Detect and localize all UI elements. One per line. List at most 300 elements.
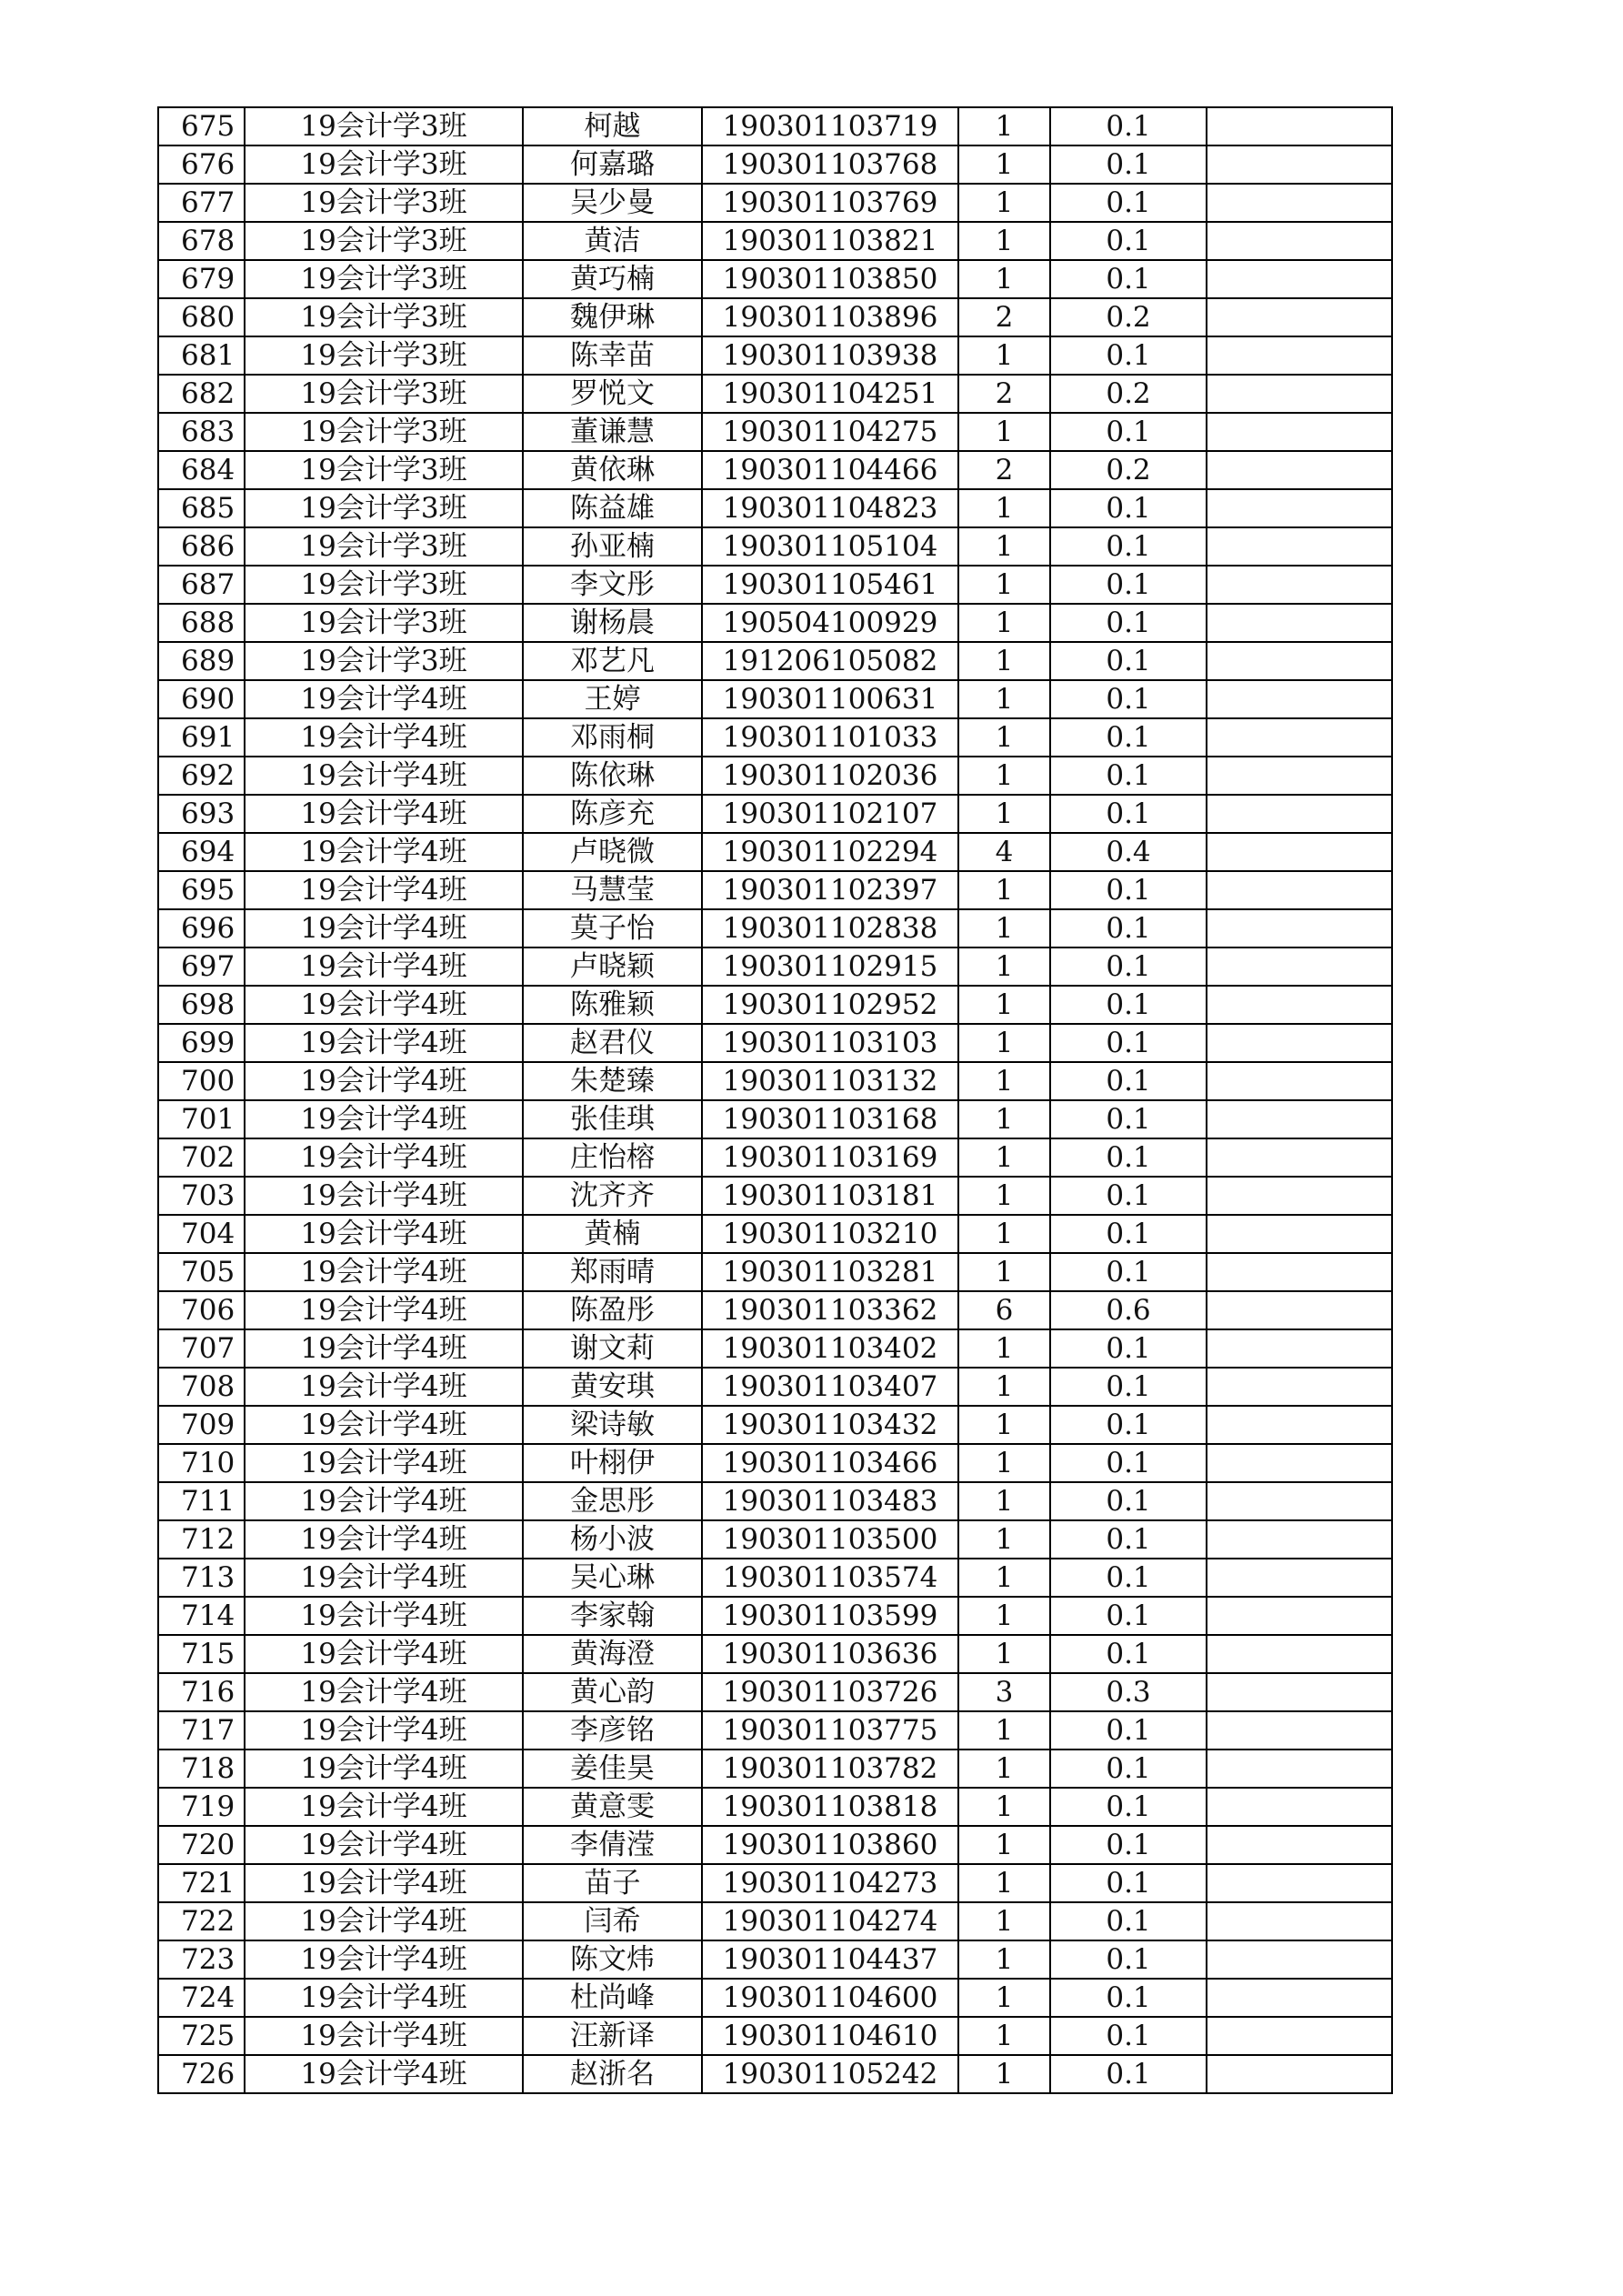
score-cell: 0.1 (1050, 795, 1207, 833)
student-name: 吴少曼 (523, 184, 702, 222)
count-cell: 1 (958, 1100, 1050, 1138)
count-cell: 1 (958, 1253, 1050, 1291)
empty-cell (1207, 642, 1392, 680)
score-cell: 0.1 (1050, 1138, 1207, 1177)
score-cell: 0.1 (1050, 718, 1207, 757)
empty-cell (1207, 909, 1392, 947)
empty-cell (1207, 1711, 1392, 1750)
score-cell: 0.1 (1050, 986, 1207, 1024)
class-name: 19会计学3班 (245, 527, 523, 566)
student-id: 190301103103 (702, 1024, 958, 1062)
table-row (158, 260, 1548, 298)
table-row (158, 1979, 1548, 2017)
row-number: 716 (158, 1673, 245, 1711)
score-cell: 0.4 (1050, 833, 1207, 871)
count-cell: 3 (958, 1673, 1050, 1711)
empty-cell (1207, 757, 1392, 795)
count-cell: 1 (958, 1635, 1050, 1673)
student-id: 190301103636 (702, 1635, 958, 1673)
row-number: 707 (158, 1329, 245, 1368)
count-cell: 1 (958, 1520, 1050, 1559)
class-name: 19会计学4班 (245, 1482, 523, 1520)
student-id: 190301103181 (702, 1177, 958, 1215)
score-cell: 0.1 (1050, 1482, 1207, 1520)
score-cell: 0.1 (1050, 604, 1207, 642)
student-id: 190301103769 (702, 184, 958, 222)
empty-cell (1207, 871, 1392, 909)
table-row (158, 1750, 1548, 1788)
class-name: 19会计学3班 (245, 184, 523, 222)
row-number: 684 (158, 451, 245, 489)
table-row (158, 1597, 1548, 1635)
row-number: 721 (158, 1864, 245, 1902)
table-row (158, 2017, 1548, 2055)
count-cell: 1 (958, 1788, 1050, 1826)
score-cell: 0.1 (1050, 680, 1207, 718)
empty-cell (1207, 1482, 1392, 1520)
student-name: 卢晓微 (523, 833, 702, 871)
class-name: 19会计学4班 (245, 1559, 523, 1597)
score-cell: 0.6 (1050, 1291, 1207, 1329)
student-id: 190301102838 (702, 909, 958, 947)
table-body (158, 107, 1548, 2093)
empty-cell (1207, 1215, 1392, 1253)
class-name: 19会计学3班 (245, 107, 523, 145)
table-row (158, 1215, 1548, 1253)
student-name: 陈文炜 (523, 1940, 702, 1979)
student-name: 杨小波 (523, 1520, 702, 1559)
score-cell: 0.1 (1050, 1062, 1207, 1100)
student-id: 190301104466 (702, 451, 958, 489)
student-id: 190301104274 (702, 1902, 958, 1940)
table-row (158, 566, 1548, 604)
class-name: 19会计学4班 (245, 1826, 523, 1864)
student-id: 190301102397 (702, 871, 958, 909)
empty-cell (1207, 1559, 1392, 1597)
student-id: 190301103726 (702, 1673, 958, 1711)
row-number: 691 (158, 718, 245, 757)
row-number: 717 (158, 1711, 245, 1750)
student-id: 190301104251 (702, 375, 958, 413)
row-number: 688 (158, 604, 245, 642)
student-name: 黄洁 (523, 222, 702, 260)
empty-cell (1207, 1864, 1392, 1902)
empty-cell (1207, 1368, 1392, 1406)
table-row (158, 375, 1548, 413)
empty-cell (1207, 1597, 1392, 1635)
class-name: 19会计学4班 (245, 1902, 523, 1940)
score-cell: 0.1 (1050, 1444, 1207, 1482)
empty-cell (1207, 489, 1392, 527)
empty-cell (1207, 1673, 1392, 1711)
count-cell: 2 (958, 451, 1050, 489)
table-row (158, 833, 1548, 871)
empty-cell (1207, 795, 1392, 833)
student-id: 190301103483 (702, 1482, 958, 1520)
student-name: 李文彤 (523, 566, 702, 604)
table-row (158, 527, 1548, 566)
class-name: 19会计学4班 (245, 1750, 523, 1788)
count-cell: 1 (958, 1329, 1050, 1368)
student-name: 苗子 (523, 1864, 702, 1902)
count-cell: 1 (958, 1444, 1050, 1482)
empty-cell (1207, 375, 1392, 413)
student-id: 190301103432 (702, 1406, 958, 1444)
student-name: 杜尚峰 (523, 1979, 702, 2017)
student-id: 190301103782 (702, 1750, 958, 1788)
student-name: 邓艺凡 (523, 642, 702, 680)
student-name: 李倩滢 (523, 1826, 702, 1864)
class-name: 19会计学4班 (245, 1291, 523, 1329)
empty-cell (1207, 833, 1392, 871)
row-number: 682 (158, 375, 245, 413)
row-number: 709 (158, 1406, 245, 1444)
table-row (158, 1444, 1548, 1482)
class-name: 19会计学4班 (245, 947, 523, 986)
count-cell: 1 (958, 795, 1050, 833)
student-name: 黄海澄 (523, 1635, 702, 1673)
row-number: 699 (158, 1024, 245, 1062)
student-name: 黄依琳 (523, 451, 702, 489)
row-number: 706 (158, 1291, 245, 1329)
student-name: 黄安琪 (523, 1368, 702, 1406)
row-number: 700 (158, 1062, 245, 1100)
student-id: 190301103402 (702, 1329, 958, 1368)
count-cell: 1 (958, 1062, 1050, 1100)
student-id: 190301105104 (702, 527, 958, 566)
count-cell: 1 (958, 1177, 1050, 1215)
score-cell: 0.1 (1050, 1559, 1207, 1597)
student-name: 黄楠 (523, 1215, 702, 1253)
student-name: 庄怡榕 (523, 1138, 702, 1177)
table-row (158, 145, 1548, 184)
table-row (158, 413, 1548, 451)
score-cell: 0.1 (1050, 145, 1207, 184)
table-row (158, 222, 1548, 260)
row-number: 711 (158, 1482, 245, 1520)
row-number: 701 (158, 1100, 245, 1138)
table-row (158, 2055, 1548, 2093)
class-name: 19会计学4班 (245, 1062, 523, 1100)
count-cell: 1 (958, 184, 1050, 222)
student-name: 李彦铭 (523, 1711, 702, 1750)
score-cell: 0.1 (1050, 1902, 1207, 1940)
class-name: 19会计学4班 (245, 1444, 523, 1482)
row-number: 680 (158, 298, 245, 336)
row-number: 676 (158, 145, 245, 184)
student-id: 190301104610 (702, 2017, 958, 2055)
count-cell: 1 (958, 413, 1050, 451)
count-cell: 1 (958, 2055, 1050, 2093)
row-number: 724 (158, 1979, 245, 2017)
table-row (158, 298, 1548, 336)
table-row (158, 1062, 1548, 1100)
class-name: 19会计学4班 (245, 1100, 523, 1138)
row-number: 713 (158, 1559, 245, 1597)
table-row (158, 947, 1548, 986)
table-row (158, 1864, 1548, 1902)
score-cell: 0.1 (1050, 947, 1207, 986)
student-id: 190301104600 (702, 1979, 958, 2017)
class-name: 19会计学4班 (245, 1864, 523, 1902)
class-name: 19会计学3班 (245, 413, 523, 451)
row-number: 725 (158, 2017, 245, 2055)
student-table (157, 106, 1549, 2094)
count-cell: 1 (958, 1826, 1050, 1864)
score-cell: 0.1 (1050, 1177, 1207, 1215)
class-name: 19会计学3班 (245, 222, 523, 260)
table-row (158, 680, 1548, 718)
table-row (158, 1100, 1548, 1138)
row-number: 715 (158, 1635, 245, 1673)
row-number: 685 (158, 489, 245, 527)
student-name: 闫希 (523, 1902, 702, 1940)
score-cell: 0.1 (1050, 184, 1207, 222)
empty-cell (1207, 2055, 1392, 2093)
row-number: 678 (158, 222, 245, 260)
table-row (158, 1253, 1548, 1291)
student-id: 190301103850 (702, 260, 958, 298)
table-row (158, 1559, 1548, 1597)
student-name: 陈依琳 (523, 757, 702, 795)
score-cell: 0.1 (1050, 1711, 1207, 1750)
table-row (158, 1177, 1548, 1215)
score-cell: 0.1 (1050, 1940, 1207, 1979)
class-name: 19会计学4班 (245, 909, 523, 947)
count-cell: 2 (958, 375, 1050, 413)
student-id: 190301103896 (702, 298, 958, 336)
empty-cell (1207, 1062, 1392, 1100)
student-name: 李家翰 (523, 1597, 702, 1635)
empty-cell (1207, 1329, 1392, 1368)
student-name: 郑雨晴 (523, 1253, 702, 1291)
student-name: 金思彤 (523, 1482, 702, 1520)
student-id: 190301103860 (702, 1826, 958, 1864)
count-cell: 1 (958, 1750, 1050, 1788)
count-cell: 1 (958, 680, 1050, 718)
row-number: 692 (158, 757, 245, 795)
score-cell: 0.1 (1050, 1100, 1207, 1138)
row-number: 693 (158, 795, 245, 833)
student-id: 190301104823 (702, 489, 958, 527)
table-row (158, 336, 1548, 375)
count-cell: 1 (958, 527, 1050, 566)
count-cell: 1 (958, 1559, 1050, 1597)
student-name: 黄心韵 (523, 1673, 702, 1711)
table-row (158, 1520, 1548, 1559)
table-row (158, 909, 1548, 947)
empty-cell (1207, 184, 1392, 222)
student-name: 姜佳昊 (523, 1750, 702, 1788)
count-cell: 1 (958, 489, 1050, 527)
table-row (158, 871, 1548, 909)
student-id: 190301103466 (702, 1444, 958, 1482)
student-id: 190301103168 (702, 1100, 958, 1138)
count-cell: 1 (958, 1024, 1050, 1062)
table-row (158, 1482, 1548, 1520)
score-cell: 0.2 (1050, 451, 1207, 489)
score-cell: 0.2 (1050, 375, 1207, 413)
student-name: 谢杨晨 (523, 604, 702, 642)
table-row (158, 1024, 1548, 1062)
row-number: 719 (158, 1788, 245, 1826)
table-row (158, 1788, 1548, 1826)
class-name: 19会计学4班 (245, 1788, 523, 1826)
class-name: 19会计学3班 (245, 375, 523, 413)
empty-cell (1207, 947, 1392, 986)
empty-cell (1207, 1520, 1392, 1559)
empty-cell (1207, 1444, 1392, 1482)
row-number: 723 (158, 1940, 245, 1979)
row-number: 689 (158, 642, 245, 680)
row-number: 675 (158, 107, 245, 145)
student-id: 190301103599 (702, 1597, 958, 1635)
class-name: 19会计学4班 (245, 871, 523, 909)
row-number: 696 (158, 909, 245, 947)
empty-cell (1207, 1979, 1392, 2017)
count-cell: 1 (958, 107, 1050, 145)
table-row (158, 1138, 1548, 1177)
class-name: 19会计学4班 (245, 1711, 523, 1750)
student-name: 马慧莹 (523, 871, 702, 909)
count-cell: 1 (958, 1864, 1050, 1902)
row-number: 698 (158, 986, 245, 1024)
student-id: 190301105242 (702, 2055, 958, 2093)
class-name: 19会计学3班 (245, 604, 523, 642)
empty-cell (1207, 566, 1392, 604)
count-cell: 1 (958, 1940, 1050, 1979)
student-name: 何嘉璐 (523, 145, 702, 184)
student-id: 190301104437 (702, 1940, 958, 1979)
student-name: 罗悦文 (523, 375, 702, 413)
class-name: 19会计学4班 (245, 795, 523, 833)
student-name: 王婷 (523, 680, 702, 718)
class-name: 19会计学3班 (245, 145, 523, 184)
student-name: 孙亚楠 (523, 527, 702, 566)
count-cell: 1 (958, 1215, 1050, 1253)
student-name: 叶栩伊 (523, 1444, 702, 1482)
class-name: 19会计学3班 (245, 298, 523, 336)
count-cell: 1 (958, 604, 1050, 642)
row-number: 722 (158, 1902, 245, 1940)
class-name: 19会计学4班 (245, 1520, 523, 1559)
row-number: 690 (158, 680, 245, 718)
class-name: 19会计学4班 (245, 1673, 523, 1711)
student-name: 黄巧楠 (523, 260, 702, 298)
student-name: 赵浙名 (523, 2055, 702, 2093)
empty-cell (1207, 604, 1392, 642)
student-id: 190301102107 (702, 795, 958, 833)
empty-cell (1207, 145, 1392, 184)
row-number: 705 (158, 1253, 245, 1291)
table-row (158, 107, 1548, 145)
score-cell: 0.1 (1050, 336, 1207, 375)
class-name: 19会计学4班 (245, 680, 523, 718)
table-row (158, 1368, 1548, 1406)
table-row (158, 1902, 1548, 1940)
class-name: 19会计学4班 (245, 2017, 523, 2055)
count-cell: 1 (958, 642, 1050, 680)
row-number: 712 (158, 1520, 245, 1559)
row-number: 686 (158, 527, 245, 566)
row-number: 726 (158, 2055, 245, 2093)
score-cell: 0.1 (1050, 1979, 1207, 2017)
student-id: 190301103821 (702, 222, 958, 260)
score-cell: 0.1 (1050, 1864, 1207, 1902)
count-cell: 1 (958, 909, 1050, 947)
empty-cell (1207, 1138, 1392, 1177)
student-id: 190301103719 (702, 107, 958, 145)
class-name: 19会计学3班 (245, 489, 523, 527)
empty-cell (1207, 413, 1392, 451)
class-name: 19会计学4班 (245, 1177, 523, 1215)
table-row (158, 1940, 1548, 1979)
count-cell: 1 (958, 757, 1050, 795)
score-cell: 0.1 (1050, 413, 1207, 451)
table-row (158, 718, 1548, 757)
student-id: 190301103775 (702, 1711, 958, 1750)
student-id: 190301102294 (702, 833, 958, 871)
table-row (158, 1635, 1548, 1673)
student-name: 朱楚臻 (523, 1062, 702, 1100)
table-row (158, 795, 1548, 833)
student-id: 190301103768 (702, 145, 958, 184)
row-number: 708 (158, 1368, 245, 1406)
count-cell: 1 (958, 336, 1050, 375)
row-number: 710 (158, 1444, 245, 1482)
count-cell: 1 (958, 718, 1050, 757)
row-number: 720 (158, 1826, 245, 1864)
empty-cell (1207, 527, 1392, 566)
empty-cell (1207, 1940, 1392, 1979)
row-number: 702 (158, 1138, 245, 1177)
student-name: 谢文莉 (523, 1329, 702, 1368)
student-name: 张佳琪 (523, 1100, 702, 1138)
count-cell: 1 (958, 871, 1050, 909)
count-cell: 1 (958, 260, 1050, 298)
student-id: 190301104275 (702, 413, 958, 451)
class-name: 19会计学4班 (245, 1329, 523, 1368)
score-cell: 0.1 (1050, 1750, 1207, 1788)
empty-cell (1207, 1826, 1392, 1864)
score-cell: 0.1 (1050, 222, 1207, 260)
student-id: 190301103210 (702, 1215, 958, 1253)
row-number: 681 (158, 336, 245, 375)
count-cell: 6 (958, 1291, 1050, 1329)
student-name: 董谦慧 (523, 413, 702, 451)
count-cell: 1 (958, 566, 1050, 604)
empty-cell (1207, 680, 1392, 718)
class-name: 19会计学4班 (245, 1368, 523, 1406)
empty-cell (1207, 298, 1392, 336)
student-name: 陈彦充 (523, 795, 702, 833)
count-cell: 1 (958, 947, 1050, 986)
row-number: 718 (158, 1750, 245, 1788)
student-name: 魏伊琳 (523, 298, 702, 336)
count-cell: 1 (958, 222, 1050, 260)
student-id: 190301102952 (702, 986, 958, 1024)
empty-cell (1207, 1788, 1392, 1826)
student-id: 190301104273 (702, 1864, 958, 1902)
row-number: 697 (158, 947, 245, 986)
empty-cell (1207, 1253, 1392, 1291)
row-number: 704 (158, 1215, 245, 1253)
student-id: 190301102036 (702, 757, 958, 795)
student-name: 陈雅颖 (523, 986, 702, 1024)
count-cell: 1 (958, 1711, 1050, 1750)
count-cell: 1 (958, 1368, 1050, 1406)
class-name: 19会计学3班 (245, 642, 523, 680)
